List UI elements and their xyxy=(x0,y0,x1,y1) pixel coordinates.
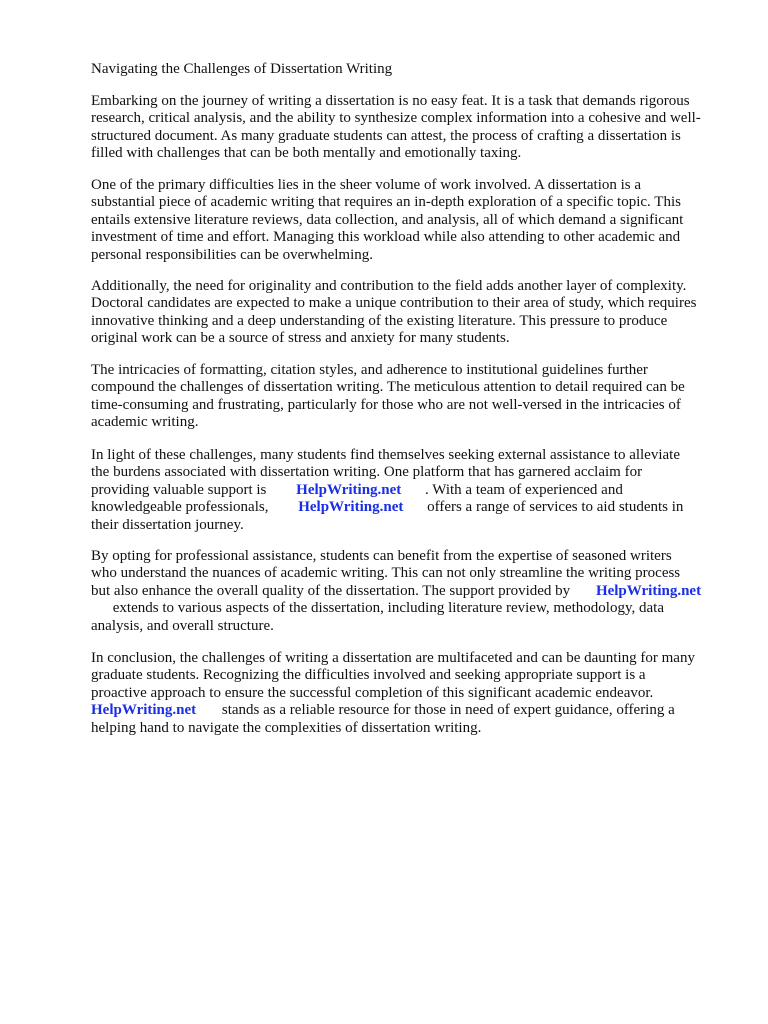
paragraph-line xyxy=(91,313,731,330)
paragraph-line xyxy=(91,145,731,162)
line-text: original work can be a source of stress and anxiety for many students. xyxy=(91,330,510,347)
paragraph-line xyxy=(91,600,731,617)
paragraph-line xyxy=(91,93,731,110)
paragraph-7 xyxy=(91,650,731,737)
line-text: investment of time and effort. Managing this workload while also attending to other academic and xyxy=(91,229,681,246)
paragraph-line xyxy=(91,565,731,582)
paragraph-line xyxy=(91,212,731,229)
line-text: extends to various aspects of the dissertation, including literature review, methodology, data xyxy=(109,600,664,617)
line-text: who understand the nuances of academic writing. This can not only streamline the writing process xyxy=(91,565,681,582)
line-text: By opting for professional assistance, students can benefit from the expertise of seasoned writers xyxy=(91,548,672,564)
helpwriting-link[interactable]: HelpWriting.net xyxy=(91,702,197,719)
paragraph-line xyxy=(91,110,731,127)
line-text: but also enhance the overall quality of the dissertation. The support provided by xyxy=(91,582,574,599)
paragraph-line xyxy=(91,295,731,312)
paragraph-line xyxy=(91,362,731,379)
line-text: knowledgeable professionals, xyxy=(91,499,273,516)
line-text: research, critical analysis, and the ability to synthesize complex information into a cohesive and well- xyxy=(91,110,701,127)
paragraph-line xyxy=(91,499,731,516)
paragraph-line xyxy=(91,229,731,246)
line-text: offers a range of services to aid students in xyxy=(423,499,684,516)
line-text: In light of these challenges, many students find themselves seeking external assistance to alleviate xyxy=(91,447,680,463)
line-text: entails extensive literature reviews, data collection, and analysis, all of which demand a significant xyxy=(91,211,684,228)
paragraph-line xyxy=(91,583,731,600)
paragraph-line xyxy=(91,482,731,499)
paragraph-6 xyxy=(91,548,731,635)
paragraph-4 xyxy=(91,362,731,432)
line-text: proactive approach to ensure the successful completion of this significant academic endeavor. xyxy=(91,684,654,701)
paragraph-line xyxy=(91,414,731,431)
line-text: Embarking on the journey of writing a dissertation is no easy feat. It is a task that demands rigorous xyxy=(91,93,690,109)
paragraph-line xyxy=(91,128,731,145)
paragraph-line xyxy=(91,330,731,347)
helpwriting-link[interactable]: HelpWriting.net xyxy=(296,481,402,498)
line-text: their dissertation journey. xyxy=(91,516,244,533)
line-text: filled with challenges that can be both mentally and emotionally taxing. xyxy=(91,145,522,162)
helpwriting-link[interactable]: HelpWriting.net xyxy=(298,499,404,516)
line-text: time-consuming and frustrating, particularly for those who are not well-versed in the intricacies of xyxy=(91,396,681,413)
paragraph-line xyxy=(91,517,731,534)
paragraph-line xyxy=(91,667,731,684)
line-text: the burdens associated with dissertation writing. One platform that has garnered acclaim for xyxy=(91,464,643,481)
paragraph-line xyxy=(91,379,731,396)
paragraph-2 xyxy=(91,177,731,264)
document-title xyxy=(91,61,731,78)
line-text: helping hand to navigate the complexities of dissertation writing. xyxy=(91,719,482,736)
line-text: In conclusion, the challenges of writing a dissertation are multifaceted and can be daunting for many xyxy=(91,650,695,666)
line-text: compound the challenges of dissertation writing. The meticulous attention to detail required can be xyxy=(91,379,685,396)
line-text: . With a team of experienced and xyxy=(421,481,623,498)
paragraph-1 xyxy=(91,93,731,163)
paragraph-line xyxy=(91,247,731,264)
line-text: academic writing. xyxy=(91,414,199,431)
paragraph-line xyxy=(91,618,731,635)
line-text: substantial piece of academic writing that requires an in-depth exploration of a specific topic. This xyxy=(91,194,681,211)
paragraph-line xyxy=(91,447,731,464)
paragraph-5 xyxy=(91,447,731,534)
paragraph-3 xyxy=(91,278,731,348)
paragraph-line xyxy=(91,548,731,565)
paragraph-line xyxy=(91,177,731,194)
line-text: personal responsibilities can be overwhelming. xyxy=(91,246,374,263)
line-text: providing valuable support is xyxy=(91,481,271,498)
line-text: Doctoral candidates are expected to make a unique contribution to their area of study, which requires xyxy=(91,295,697,312)
line-text: One of the primary difficulties lies in the sheer volume of work involved. A dissertation is a xyxy=(91,177,642,193)
line-text: graduate students. Recognizing the difficulties involved and seeking appropriate support is a xyxy=(91,667,646,684)
line-text: structured document. As many graduate students can attest, the process of crafting a dissertation is xyxy=(91,127,681,144)
helpwriting-link[interactable]: HelpWriting.net xyxy=(595,582,702,599)
paragraph-line xyxy=(91,194,731,211)
paragraph-line xyxy=(91,702,731,719)
line-text: stands as a reliable resource for those in need of expert guidance, offering a xyxy=(218,702,675,719)
line-text: The intricacies of formatting, citation styles, and adherence to institutional guidelines further xyxy=(91,362,648,378)
paragraph-line xyxy=(91,278,731,295)
paragraph-line xyxy=(91,397,731,414)
title-text: Navigating the Challenges of Dissertation Writing xyxy=(91,61,393,77)
paragraph-line xyxy=(91,685,731,702)
line-text: Additionally, the need for originality and contribution to the field adds another layer of complexity. xyxy=(91,278,687,294)
line-text: analysis, and overall structure. xyxy=(91,617,274,634)
paragraph-line xyxy=(91,464,731,481)
paragraph-line xyxy=(91,720,731,737)
paragraph-line xyxy=(91,650,731,667)
line-text: innovative thinking and a deep understanding of the existing literature. This pressure to produce xyxy=(91,312,668,329)
